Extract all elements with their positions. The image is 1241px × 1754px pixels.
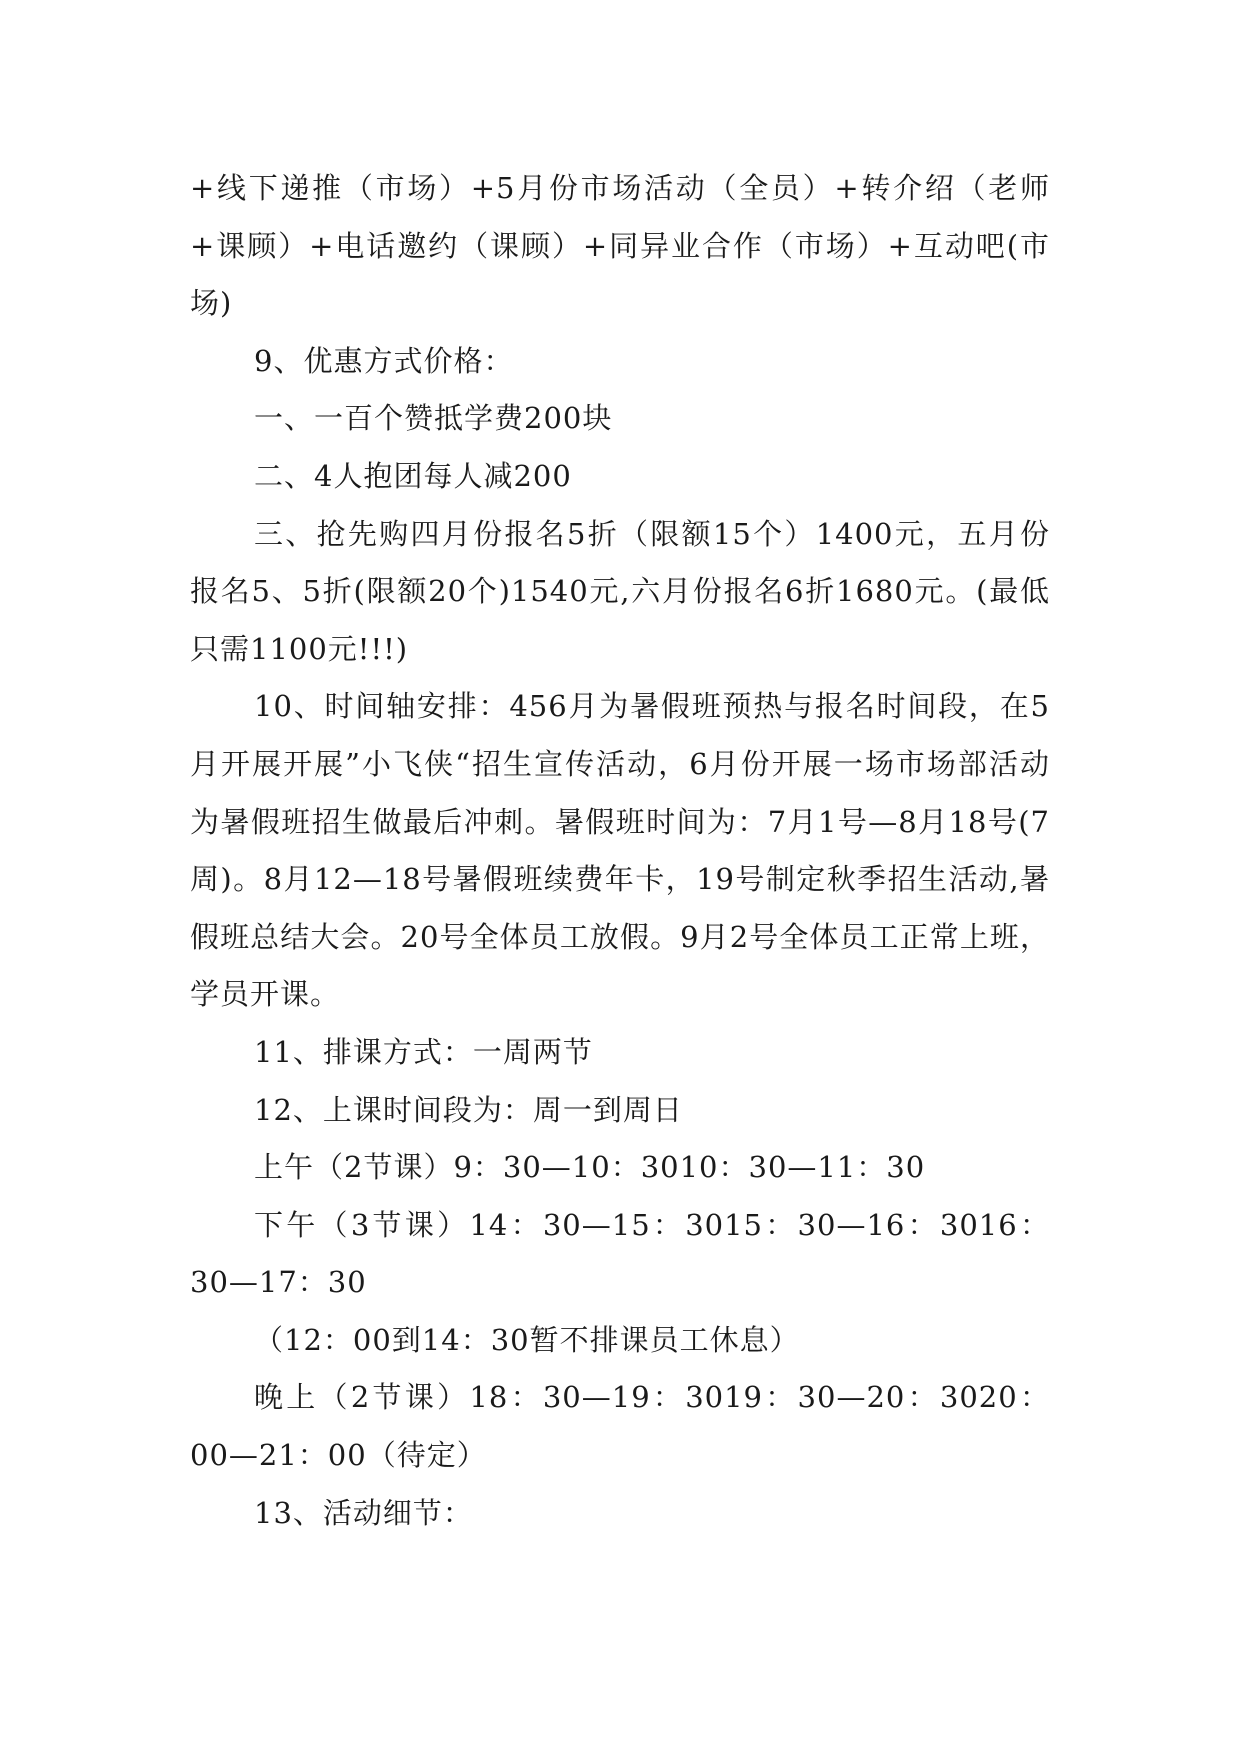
heading-discount-pricing: 9、优惠方式价格： — [254, 343, 514, 378]
discount-item-2: 二、4人抱团每人减200 — [254, 458, 572, 493]
schedule-afternoon: 下午（3节课）14：30—15：3015：30—16：3016：30—17：30 — [190, 1207, 1050, 1300]
schedule-morning: 上午（2节课）9：30—10：3010：30—11：30 — [254, 1150, 926, 1185]
paragraph-timeline: 10、时间轴安排：456月为暑假班预热与报名时间段，在5月开展开展”小飞侠“招生宣传活动，6月份开展一场市场部活动为暑假班招生做最后冲刺。暑假班时间为：7月1号—8月18号(7周)。8月12—18号暑假班续费年卡，19号制定秋季招生活动,暑假班总结大会。20号全体员工放假。9月2号全体员工正常上班，学员开课。 — [190, 689, 1050, 1012]
paragraph-scheduling-method: 11、排课方式：一周两节 — [254, 1034, 593, 1069]
document-body — [190, 160, 1050, 1542]
discount-item-1: 一、一百个赞抵学费200块 — [254, 401, 613, 436]
discount-item-3: 三、抢先购四月份报名5折（限额15个）1400元，五月份报名5、5折(限额20个)1540元,六月份报名6折1680元。(最低只需1100元!!!) — [190, 516, 1050, 666]
schedule-evening: 晚上（2节课）18：30—19：3019：30—20：3020：00—21：00（待定） — [190, 1380, 1050, 1473]
paragraph-class-period: 12、上课时间段为：周一到周日 — [254, 1092, 683, 1127]
schedule-break-note: （12：00到14：30暂不排课员工休息） — [254, 1322, 800, 1357]
paragraph-channels: +线下递推（市场）+5月份市场活动（全员）+转介绍（老师+课顾）+电话邀约（课顾）+同异业合作（市场）+互动吧(市场) — [190, 171, 1050, 321]
heading-activity-details: 13、活动细节： — [254, 1495, 473, 1530]
